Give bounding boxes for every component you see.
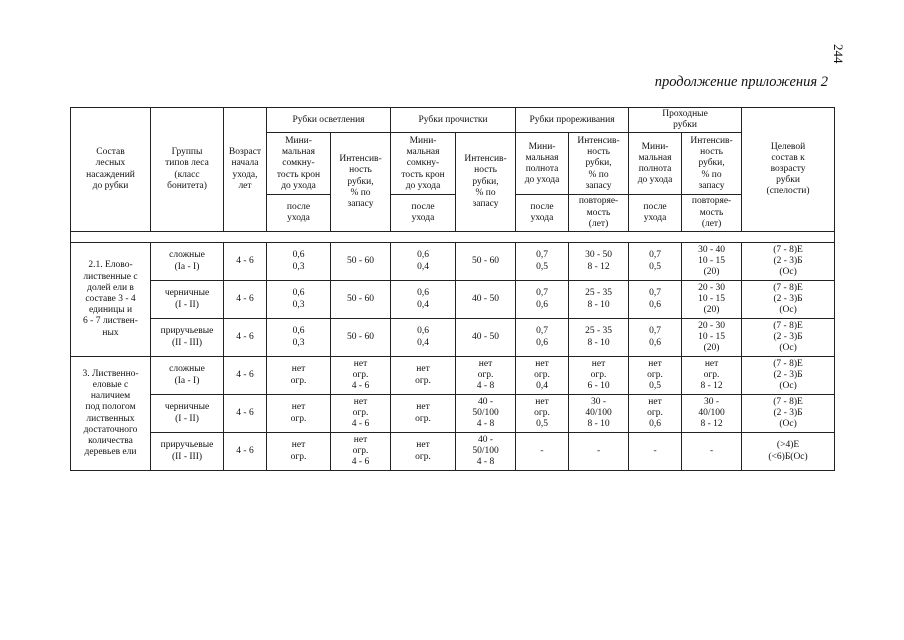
section-label: 3. Лиственно- еловые с наличием под пологом лиственных достаточного количества деревьев ели [71, 357, 151, 471]
cell-clearing-density: нет огр. [267, 433, 331, 471]
header-cleaning-intensity: Интенсив- ность рубки, % по запасу [456, 133, 516, 232]
table-row [71, 281, 835, 319]
continuation-caption: продолжение приложения 2 [654, 74, 828, 90]
header-group-clearing: Рубки осветления [267, 108, 391, 133]
cell-passing-intensity: 20 - 30 10 - 15 (20) [682, 319, 742, 357]
forest-care-table [70, 107, 835, 471]
header-cleaning-min-density: Мини- мальная сомкну- тость крон до ухода [391, 133, 456, 195]
cell-passing-density: нет огр. 0,6 [629, 395, 682, 433]
header-passing-intensity: Интенсив- ность рубки, % по запасу [682, 133, 742, 195]
table-spacer-row [71, 232, 835, 243]
cell-clearing-density: 0,6 0,3 [267, 281, 331, 319]
cell-passing-intensity: 20 - 30 10 - 15 (20) [682, 281, 742, 319]
cell-thinning-intensity: нет огр. 6 - 10 [569, 357, 629, 395]
cell-thinning-density: 0,7 0,5 [516, 243, 569, 281]
cell-passing-density: 0,7 0,6 [629, 281, 682, 319]
cell-forest-type: сложные (Ia - I) [151, 357, 224, 395]
cell-cleaning-density: 0,6 0,4 [391, 281, 456, 319]
cell-thinning-intensity: - [569, 433, 629, 471]
header-start-age: Возраст начала ухода, лет [224, 108, 267, 232]
header-composition: Состав лесных насаждений до рубки [71, 108, 151, 232]
cell-target: (7 - 8)Е (2 - 3)Б (Ос) [742, 319, 835, 357]
header-target-composition: Целевой состав к возрасту рубки (спелости) [742, 108, 835, 232]
header-passing-after: после ухода [629, 195, 682, 232]
cell-cleaning-intensity: 40 - 50 [456, 319, 516, 357]
header-thinning-min-density: Мини- мальная полнота до ухода [516, 133, 569, 195]
cell-age: 4 - 6 [224, 281, 267, 319]
header-forest-type-group: Группы типов леса (класс бонитета) [151, 108, 224, 232]
cell-cleaning-density: нет огр. [391, 433, 456, 471]
cell-clearing-intensity: нет огр. 4 - 6 [331, 357, 391, 395]
header-thinning-after: после ухода [516, 195, 569, 232]
cell-clearing-intensity: 50 - 60 [331, 281, 391, 319]
cell-thinning-density: 0,7 0,6 [516, 319, 569, 357]
cell-forest-type: приручьевые (II - III) [151, 433, 224, 471]
cell-cleaning-density: нет огр. [391, 395, 456, 433]
cell-passing-density: 0,7 0,5 [629, 243, 682, 281]
header-cleaning-after: после ухода [391, 195, 456, 232]
cell-cleaning-density: 0,6 0,4 [391, 319, 456, 357]
table-row [71, 395, 835, 433]
cell-passing-density: - [629, 433, 682, 471]
cell-target: (7 - 8)Е (2 - 3)Б (Ос) [742, 243, 835, 281]
cell-forest-type: приручьевые (II - III) [151, 319, 224, 357]
cell-forest-type: сложные (Ia - I) [151, 243, 224, 281]
cell-passing-intensity: 30 - 40 10 - 15 (20) [682, 243, 742, 281]
section-label: 2.1. Елово- лиственные с долей ели в составе 3 - 4 единицы и 6 - 7 листвен- ных [71, 243, 151, 357]
cell-thinning-intensity: 25 - 35 8 - 10 [569, 281, 629, 319]
cell-passing-density: 0,7 0,6 [629, 319, 682, 357]
cell-clearing-density: 0,6 0,3 [267, 243, 331, 281]
cell-clearing-intensity: нет огр. 4 - 6 [331, 433, 391, 471]
cell-forest-type: черничные (I - II) [151, 281, 224, 319]
cell-cleaning-intensity: 40 - 50/100 4 - 8 [456, 433, 516, 471]
cell-cleaning-intensity: 50 - 60 [456, 243, 516, 281]
cell-cleaning-density: 0,6 0,4 [391, 243, 456, 281]
table-row [71, 243, 835, 281]
cell-target: (7 - 8)Е (2 - 3)Б (Ос) [742, 395, 835, 433]
cell-target: (7 - 8)Е (2 - 3)Б (Ос) [742, 281, 835, 319]
cell-age: 4 - 6 [224, 357, 267, 395]
header-group-cleaning: Рубки прочистки [391, 108, 516, 133]
cell-cleaning-intensity: 40 - 50 [456, 281, 516, 319]
cell-age: 4 - 6 [224, 395, 267, 433]
cell-thinning-intensity: 25 - 35 8 - 10 [569, 319, 629, 357]
cell-clearing-density: 0,6 0,3 [267, 319, 331, 357]
cell-age: 4 - 6 [224, 243, 267, 281]
header-clearing-min-density: Мини- мальная сомкну- тость крон до ухода [267, 133, 331, 195]
cell-passing-intensity: нет огр. 8 - 12 [682, 357, 742, 395]
header-passing-min-density: Мини- мальная полнота до ухода [629, 133, 682, 195]
cell-age: 4 - 6 [224, 433, 267, 471]
cell-thinning-density: нет огр. 0,4 [516, 357, 569, 395]
cell-cleaning-intensity: нет огр. 4 - 8 [456, 357, 516, 395]
cell-thinning-density: - [516, 433, 569, 471]
cell-passing-intensity: 30 - 40/100 8 - 12 [682, 395, 742, 433]
table-row [71, 319, 835, 357]
cell-passing-intensity: - [682, 433, 742, 471]
cell-forest-type: черничные (I - II) [151, 395, 224, 433]
cell-target: (7 - 8)Е (2 - 3)Б (Ос) [742, 357, 835, 395]
cell-clearing-intensity: нет огр. 4 - 6 [331, 395, 391, 433]
page-number: 244 [831, 44, 846, 64]
cell-cleaning-intensity: 40 - 50/100 4 - 8 [456, 395, 516, 433]
cell-target: (>4)Е (<6)Б(Ос) [742, 433, 835, 471]
cell-cleaning-density: нет огр. [391, 357, 456, 395]
cell-thinning-intensity: 30 - 40/100 8 - 10 [569, 395, 629, 433]
cell-clearing-intensity: 50 - 60 [331, 319, 391, 357]
cell-clearing-density: нет огр. [267, 395, 331, 433]
header-clearing-intensity: Интенсив- ность рубки, % по запасу [331, 133, 391, 232]
table-row [71, 433, 835, 471]
header-clearing-after: после ухода [267, 195, 331, 232]
cell-clearing-intensity: 50 - 60 [331, 243, 391, 281]
header-group-passing: Проходные рубки [629, 108, 742, 133]
cell-thinning-density: 0,7 0,6 [516, 281, 569, 319]
cell-age: 4 - 6 [224, 319, 267, 357]
cell-thinning-density: нет огр. 0,5 [516, 395, 569, 433]
cell-passing-density: нет огр. 0,5 [629, 357, 682, 395]
header-group-thinning: Рубки прореживания [516, 108, 629, 133]
header-passing-repeat: повторяе- мость (лет) [682, 195, 742, 232]
header-thinning-intensity: Интенсив- ность рубки, % по запасу [569, 133, 629, 195]
header-thinning-repeat: повторяе- мость (лет) [569, 195, 629, 232]
cell-clearing-density: нет огр. [267, 357, 331, 395]
cell-thinning-intensity: 30 - 50 8 - 12 [569, 243, 629, 281]
table-row [71, 357, 835, 395]
